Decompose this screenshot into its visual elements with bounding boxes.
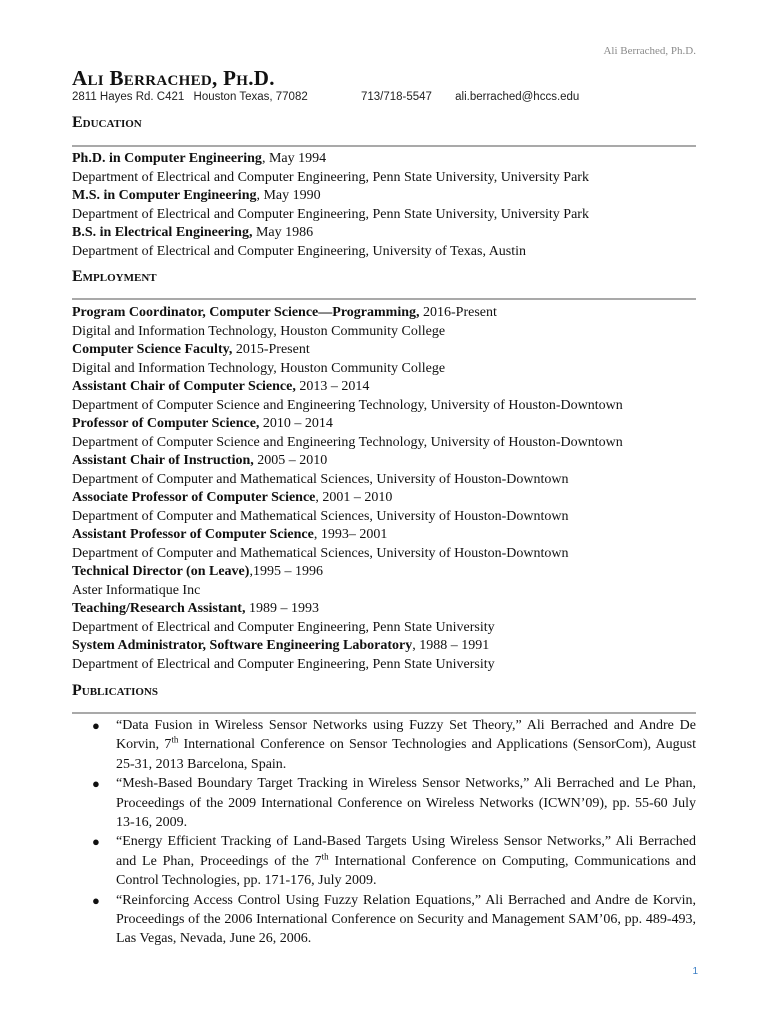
position-detail: Digital and Information Technology, Houston Community College (72, 360, 446, 376)
position-title: Assistant Chair of Computer Science, (72, 379, 296, 394)
position-date: , 1988 – 1991 (412, 638, 490, 653)
employment-entry (72, 341, 696, 378)
position-title: Computer Science Faculty, (72, 342, 233, 357)
position-title: Associate Professor of Computer Science (72, 490, 316, 505)
position-detail: Department of Computer and Mathematical Sciences, University of Houston-Downtown (72, 545, 569, 561)
employment-divider (72, 298, 696, 300)
degree-title: M.S. in Computer Engineering (72, 188, 257, 203)
employment-heading: Employment (72, 268, 157, 285)
author-name: Ali Berrached, Ph.D. (72, 66, 275, 90)
position-date: ,1995 – 1996 (249, 564, 323, 579)
position-date: 2016-Present (419, 305, 497, 320)
education-entry (72, 187, 696, 224)
contact-address: 2811 Hayes Rd. C421 (72, 91, 185, 103)
position-date: 2005 – 2010 (253, 453, 328, 468)
position-date: 2015-Present (232, 342, 310, 357)
bullet-icon: ● (92, 834, 100, 850)
degree-detail: Department of Electrical and Computer Engineering, Penn State University, University Park (72, 169, 589, 185)
publication-item: ● “Data Fusion in Wireless Sensor Networks using Fuzzy Set Theory,” Ali Berrached and Andre De Korvin, 7th International Conference on Sensor Technologies and Applications (SensorCom), August 25-31, 2013 Barcelona, Spain. (92, 718, 696, 772)
page-number: 1 (692, 966, 698, 977)
employment-entry (72, 378, 696, 415)
contact-phone: 713/718-5547 (360, 91, 432, 103)
employment-entry (72, 637, 696, 674)
publication-item: ● “Reinforcing Access Control Using Fuzzy Relation Equations,” Ali Berrached and Andre de Korvin, Proceedings of the 2006 International Conference on Security and Management SAM’06, pp. 489-493, Las Vegas, Nevada, June 26, 2006. (92, 892, 696, 947)
position-title: Professor of Computer Science, (72, 416, 260, 431)
position-detail: Department of Computer Science and Engineering Technology, University of Houston-Downtown (72, 397, 623, 413)
position-title: Technical Director (on Leave) (72, 564, 250, 579)
education-entry (72, 224, 696, 261)
publication-item: ● “Mesh-Based Boundary Target Tracking in Wireless Sensor Networks,” Ali Berrached and Le Phan, Proceedings of the 2009 International Conference on Wireless Networks (ICWN’09), pp. 55-60 July 13-16, 2009. (92, 776, 696, 831)
employment-list (72, 304, 696, 674)
degree-title: B.S. in Electrical Engineering, (72, 225, 253, 240)
education-divider (72, 145, 696, 147)
contact-city: Houston Texas, 77082 (193, 91, 308, 103)
education-heading: Education (72, 114, 142, 131)
position-title: Teaching/Research Assistant, (72, 601, 246, 616)
bullet-icon: ● (92, 776, 100, 792)
position-date: 2013 – 2014 (295, 379, 370, 394)
position-detail: Digital and Information Technology, Houston Community College (72, 323, 446, 339)
position-detail: Department of Electrical and Computer Engineering, Penn State University (72, 619, 495, 635)
employment-entry (72, 526, 696, 563)
contact-email[interactable]: ali.berrached@hccs.edu (455, 91, 580, 103)
position-date: , 1993– 2001 (313, 527, 388, 542)
running-header: Ali Berrached, Ph.D. (603, 45, 696, 57)
publications-list (72, 716, 696, 949)
employment-entry (72, 563, 696, 600)
position-title: Program Coordinator, Computer Science—Programming, (72, 305, 420, 320)
degree-title: Ph.D. in Computer Engineering (72, 151, 262, 166)
position-title: Assistant Chair of Instruction, (72, 453, 254, 468)
publication-item: ● “Energy Efficient Tracking of Land-Based Targets Using Wireless Sensor Networks,” Ali Berrached and Le Phan, Proceedings of the 7th International Conference on Computing, Communications and Control Technologies, pp. 171-176, July 2009. (92, 834, 696, 889)
employment-entry (72, 489, 696, 526)
education-list (72, 150, 696, 261)
position-detail: Department of Electrical and Computer Engineering, Penn State University (72, 656, 495, 672)
publications-heading: Publications (72, 682, 158, 699)
position-date: 1989 – 1993 (245, 601, 319, 616)
education-entry (72, 150, 696, 187)
degree-detail: Department of Electrical and Computer Engineering, University of Texas, Austin (72, 243, 527, 259)
position-detail: Aster Informatique Inc (72, 582, 201, 598)
degree-date: , May 1990 (256, 188, 321, 203)
position-title: System Administrator, Software Engineering Laboratory (72, 638, 413, 653)
bullet-icon: ● (92, 718, 100, 733)
publications-divider (72, 712, 696, 714)
position-title: Assistant Professor of Computer Science (72, 527, 314, 542)
employment-entry (72, 600, 696, 637)
degree-date: , May 1994 (261, 151, 327, 166)
position-detail: Department of Computer Science and Engineering Technology, University of Houston-Downtown (72, 434, 623, 450)
position-detail: Department of Computer and Mathematical Sciences, University of Houston-Downtown (72, 508, 569, 524)
degree-detail: Department of Electrical and Computer Engineering, Penn State University, University Park (72, 206, 589, 222)
degree-date: May 1986 (252, 225, 314, 240)
position-detail: Department of Computer and Mathematical Sciences, University of Houston-Downtown (72, 471, 569, 487)
employment-entry (72, 304, 696, 341)
bullet-icon: ● (92, 892, 100, 908)
contact-line (72, 91, 579, 103)
position-date: , 2001 – 2010 (315, 490, 393, 505)
position-date: 2010 – 2014 (259, 416, 333, 431)
employment-entry (72, 415, 696, 452)
employment-entry (72, 452, 696, 489)
